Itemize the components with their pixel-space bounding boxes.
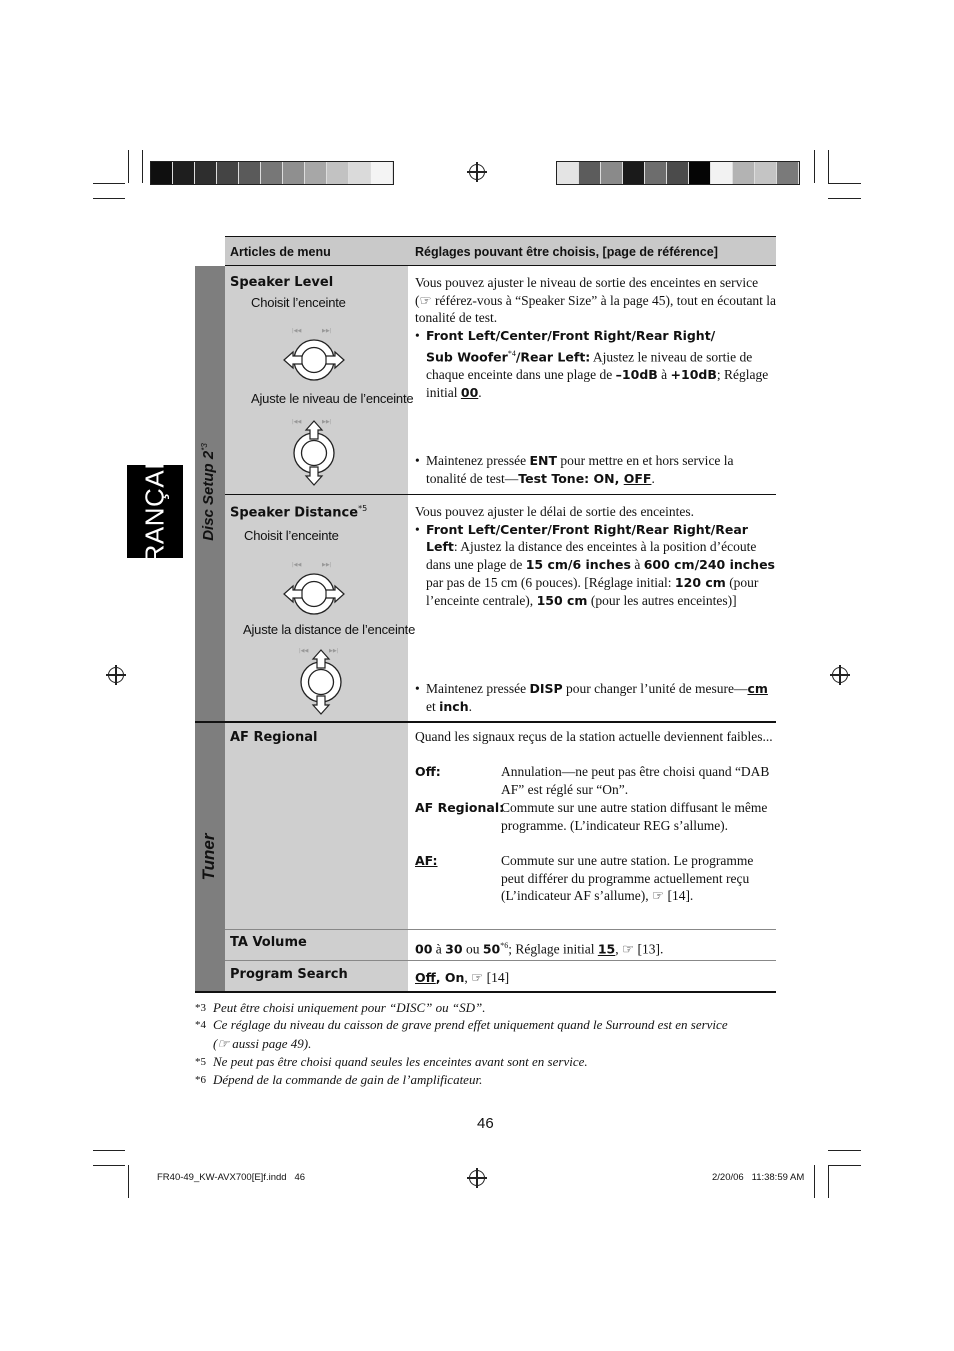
item-af-regional: AF Regional <box>230 730 318 745</box>
speaker-distance-sub1: Choisit l’enceinte <box>244 528 339 543</box>
program-search-value: Off, On, ☞ [14] <box>415 970 510 985</box>
item-speaker-distance: Speaker Distance$^{*5}$ <box>230 504 368 521</box>
registration-mark-icon <box>108 667 124 683</box>
footer-file: FR40-49_KW-AVX700[E]f.indd 46 <box>157 1172 306 1183</box>
rule <box>225 929 776 930</box>
crop-mark <box>814 1165 815 1198</box>
speaker-distance-bullet1: • Front Left/Center/Front Right/Rear Right/Rear Left: Ajustez la distance des enceintes à la position d’écoute dans une plage de 15 cm/6 inches à 600 cm/240 inches par pas de 15 cm (6 pouces). [Réglage initial: 120 cm (pour l’enceinte centrale), 150 cm (pour les autres enceintes)] <box>415 521 777 610</box>
item-program-search: Program Search <box>230 967 348 982</box>
page-number: 46 <box>477 1115 494 1132</box>
af-option-off-key: Off: <box>415 764 441 779</box>
registration-mark-icon <box>469 1170 485 1186</box>
registration-mark-icon <box>469 164 485 180</box>
control-knob-up-down-icon <box>294 646 348 718</box>
crop-mark <box>93 183 125 184</box>
af-option-regional-key: AF Regional: <box>415 800 505 815</box>
af-option-af-key: AF: <box>415 853 438 868</box>
crop-mark <box>93 1150 125 1151</box>
rule <box>225 494 776 495</box>
crop-mark <box>93 1165 125 1166</box>
speaker-level-bullet2: • Maintenez pressée ENT pour mettre en et hors service la tonalité de test—Test Tone: ON, OFF. <box>415 452 777 487</box>
table-header-col1: Articles de menu <box>225 236 408 266</box>
color-bar-right <box>556 161 800 185</box>
item-speaker-level: Speaker Level <box>230 275 334 290</box>
crop-mark <box>828 198 861 199</box>
af-option-regional-value: Commute sur une autre station diffusant le même programme. (L’indicateur REG s’allume). <box>501 800 768 833</box>
control-knob-left-right-icon <box>280 326 348 384</box>
speaker-level-bullet1: • Front Left/Center/Front Right/Rear Right/ Sub Woofer$^{*4}$/Rear Left: Ajustez le niveau de sortie de chaque enceinte dans une plage de –10dB à +10dB; Réglage initial 00. <box>415 327 777 401</box>
speaker-level-intro: Vous pouvez ajuster le niveau de sortie des enceintes en service (☞ référez-vous à “Speaker Size” à la page 45), tout en écoutant la tonalité de test. <box>415 275 777 326</box>
color-bar-left <box>150 161 394 185</box>
ta-volume-value: 00 à 30 ou 50$^{*6}$; Réglage initial 15, ☞ [13]. <box>415 941 664 957</box>
svg-text:▶▶|: ▶▶| <box>322 419 332 425</box>
crop-mark <box>128 1165 129 1198</box>
footer-date: 2/20/06 11:38:59 AM <box>712 1172 805 1183</box>
af-option-af-value: Commute sur une autre station. Le programme peut différer du programme actuellement reçu (L’indicateur AF s’allume), ☞ [14]. <box>501 853 754 904</box>
speaker-level-sub1: Choisit l’enceinte <box>251 295 346 310</box>
svg-text:▶▶|: ▶▶| <box>322 562 332 568</box>
registration-mark-icon <box>832 667 848 683</box>
crop-mark <box>828 1150 861 1151</box>
cell-af-regional <box>225 723 408 929</box>
rule <box>195 991 776 993</box>
speaker-distance-intro: Vous pouvez ajuster le délai de sortie des enceintes. <box>415 504 695 519</box>
control-knob-left-right-icon <box>280 560 348 618</box>
speaker-level-sub2: Ajuste le niveau de l’enceinte <box>251 391 414 406</box>
section-label-disc-setup: Disc Setup 2$^{*3}$ <box>200 443 217 541</box>
crop-mark <box>828 1165 829 1198</box>
crop-mark <box>93 198 125 199</box>
rule <box>195 721 776 723</box>
speaker-distance-desc <box>415 503 777 609</box>
item-ta-volume: TA Volume <box>230 935 307 950</box>
af-option-off-value: Annulation—ne peut pas être choisi quand “DAB AF” est réglé sur “On”. <box>501 764 770 797</box>
svg-text:|◀◀: |◀◀ <box>299 648 309 654</box>
crop-mark <box>142 150 143 183</box>
af-regional-intro: Quand les signaux reçus de la station actuelle deviennent faibles... <box>415 729 773 744</box>
table-header-col2: Réglages pouvant être choisis, [page de référence] <box>408 236 776 266</box>
svg-text:|◀◀: |◀◀ <box>292 328 302 334</box>
svg-text:▶▶|: ▶▶| <box>329 648 339 654</box>
svg-text:▶▶|: ▶▶| <box>322 328 332 334</box>
crop-mark <box>128 150 129 183</box>
speaker-distance-bullet2: • Maintenez pressée DISP pour changer l’unité de mesure—cm et inch. <box>415 680 777 715</box>
speaker-distance-sub2: Ajuste la distance de l’enceinte <box>243 622 416 637</box>
section-label-tuner: Tuner <box>199 833 218 881</box>
crop-mark <box>828 150 829 183</box>
svg-text:|◀◀: |◀◀ <box>292 562 302 568</box>
rule <box>225 960 776 961</box>
svg-text:|◀◀: |◀◀ <box>292 419 302 425</box>
control-knob-up-down-icon <box>287 417 341 489</box>
crop-mark <box>828 1165 861 1166</box>
crop-mark <box>814 150 815 183</box>
crop-mark <box>828 183 861 184</box>
speaker-level-desc <box>415 274 777 401</box>
language-tab: FRANÇAIS <box>127 465 183 558</box>
